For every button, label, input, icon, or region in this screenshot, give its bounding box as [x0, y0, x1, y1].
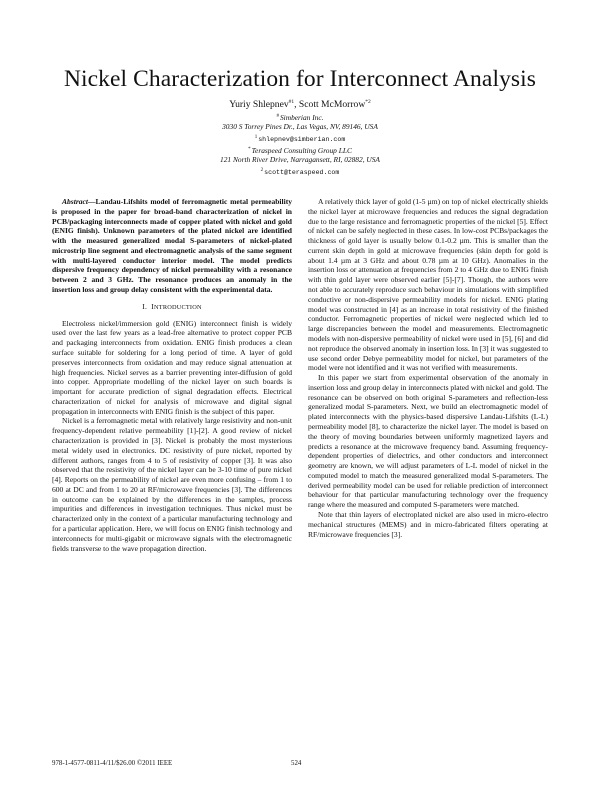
section-numeral: I. — [142, 301, 148, 311]
right-paragraph-1: A relatively thick layer of gold (1-5 µm) on top of nickel electrically shields the nickel layer at microwave frequencies and reduces the signal degradation due to the large resistance and ferromagnetic properties of the nickel [5]. Effect of nickel can be safely neglected in these cases. In low-cost PCBs/packages the thickness of gold layer is usually below 0.1-0.2 µm. This is smaller than the current skin depth in gold at microwave frequencies (skin depth for gold is about 1.4 µm at 3 GHz and about 0.78 µm at 10 GHz). Anomalies in the insertion loss or attenuation at frequencies from 2 to 4 GHz due to ENIG finish with thin gold layer were observed earlier [5]-[7]. Though, the authors were not able to accurately reproduce such behaviour in simulations with simplified conductive or non-dispersive permeability models for nickel. ENIG plating model was constructed in [4] as an increase in total resistivity of the finished conductor. Ferromagnetic properties of nickel were neglected which led to large discrepancies between the model and measurements. Electromagnetic models with non-dispersive permeability of nickel were used in [5], [6] and did not reproduce the observed anomaly in insertion loss. In [3] it was suggested to use second order Debye permeability model for nickel, but parameters of the model were not identified and it was not verified with measurements. — [308, 197, 548, 373]
paper-title: Nickel Characterization for Interconnect Analysis — [63, 66, 537, 92]
author-list — [0, 99, 600, 110]
affiliation-1-mark: # — [276, 114, 279, 119]
footer-copyright: 978-1-4577-0811-4/11/$26.00 ©2011 IEEE — [52, 760, 173, 767]
affiliation-2-address: 121 North River Drive, Narragansett, RI, 02882, USA — [220, 155, 380, 164]
right-paragraph-3: Note that thin layers of electroplated nickel are also used in micro-electro mechanical structures (MEMS) and in micro-fabricated filters operating at RF/microwave frequencies [3]. — [308, 510, 548, 539]
affiliation-1-email-line — [0, 133, 600, 145]
footer-page-number: 524 — [291, 760, 302, 767]
authors-text: Yuriy Shlepnev$^{\#1}$, Scott McMorrow$^{*2}$ — [229, 99, 371, 111]
affiliation-2-email: scott@teraspeed.com — [264, 169, 340, 176]
section-heading-introduction — [52, 302, 292, 313]
section-rest: NTRODUCTION — [154, 303, 202, 311]
section-initial: I — [151, 301, 155, 311]
affiliation-1-email-mark: 1 — [254, 135, 258, 140]
affiliation-1-org-text: Simberian Inc. — [279, 113, 324, 122]
left-paragraph-2: Nickel is a ferromagnetic metal with relatively large resistivity and non-unit frequency-dependent relative permeability [1]-[2]. A good review of nickel characterization is provided in [3]. Nickel is probably the most mysterious metal widely used in electronics. DC resistivity of pure nickel, reported by different authors, ranges from 4 to 5 of resistivity of copper [3]. It was also observed that the resistivity of the nickel layer can be 3-10 time of pure nickel [4]. Reports on the permeability of nickel are even more confusing – from 1 to 600 at DC and from 1 to 20 at RF/microwave frequencies [3]. The differences in outcome can be explained by the differences in the samples, process impurities and differences in investigation techniques. Thus nickel must be characterized only in the context of a particular manufacturing technology and for a particular application. Here, we will focus on ENIG finish technology and interconnects for multi-gigabit or microwave signals with the electromagnetic fields transverse to the wave propagation direction. — [52, 416, 292, 553]
left-paragraph-1: Electroless nickel/immersion gold (ENIG) interconnect finish is widely used over the last few years as a lead-free alternative to protect copper PCB and packaging interconnects from oxidation. ENIG finish produces a clean surface suitable for soldering for a long period of time. A layer of gold preserves interconnects from oxidation and may reduce signal attenuation at high frequencies. Nickel serves as a barrier preventing inter-diffusion of gold into copper. Appropriate modelling of the nickel layer on such boards is important for accurate prediction of signal degradation effects. Electrical characterization of nickel for analysis of microwave and digital signal propagation in interconnects with ENIG finish is the subject of this paper. — [52, 318, 292, 416]
affiliation-2-email-line — [0, 166, 600, 178]
affiliation-2-mark: * — [248, 147, 251, 152]
right-paragraph-2: In this paper we start from experimental observation of the anomaly in insertion loss and group delay in interconnects plated with nickel and gold. The resonance can be observed on both original S-parameters and reflection-less generalized modal S-parameters. Next, we build an electromagnetic model of plated interconnects with the physics-based dispersive Landau-Lifshits (L-L) permeability model [8], to characterize the nickel layer. The model is based on the theory of moving boundaries between uniformly magnetized layers and predicts a resonance at the microwave frequency band. Assuming frequency-dependent properties of dielectrics, and other conductors and interconnect geometry are known, we will adjust parameters of L-L model of nickel in the computed model to match the measured generalized modal S-parameters. The derived permeability model can be used for reliable prediction of interconnect behaviour for that particular manufacturing technology over the frequency range where the measured and computed S-parameters were matched. — [308, 373, 548, 510]
affiliation-1-email: shlepnev@simberian.com — [258, 136, 346, 143]
abstract-lead: Abstract — [62, 197, 88, 206]
abstract — [52, 197, 292, 295]
right-column — [308, 197, 548, 539]
left-column — [52, 197, 292, 553]
affiliation-1-address: 3030 S Torrey Pines Dr., Las Vegas, NV, 89146, USA — [222, 122, 378, 131]
affiliation-2-email-mark: 2 — [260, 168, 264, 173]
abstract-text: —Landau-Lifshits model of ferromagnetic metal permeability is proposed in the paper for broad-band characterization of nickel in PCB/packaging interconnects made of copper plated with nickel and gold (ENIG finish). Unknown parameters of the plated nickel are identified with the measured generalized modal S-parameters of nickel-plated microstrip line segment and electromagnetic analysis of the same segment with multi-layered conductor interior model. The model predicts dispersive frequency dependency of nickel permeability with a resonance between 2 and 3 GHz. The resonance produces an anomaly in the insertion loss and group delay consistent with the experimental data. — [52, 197, 292, 295]
affiliation-2-org-text: Teraspeed Consulting Group LLC — [251, 146, 352, 155]
